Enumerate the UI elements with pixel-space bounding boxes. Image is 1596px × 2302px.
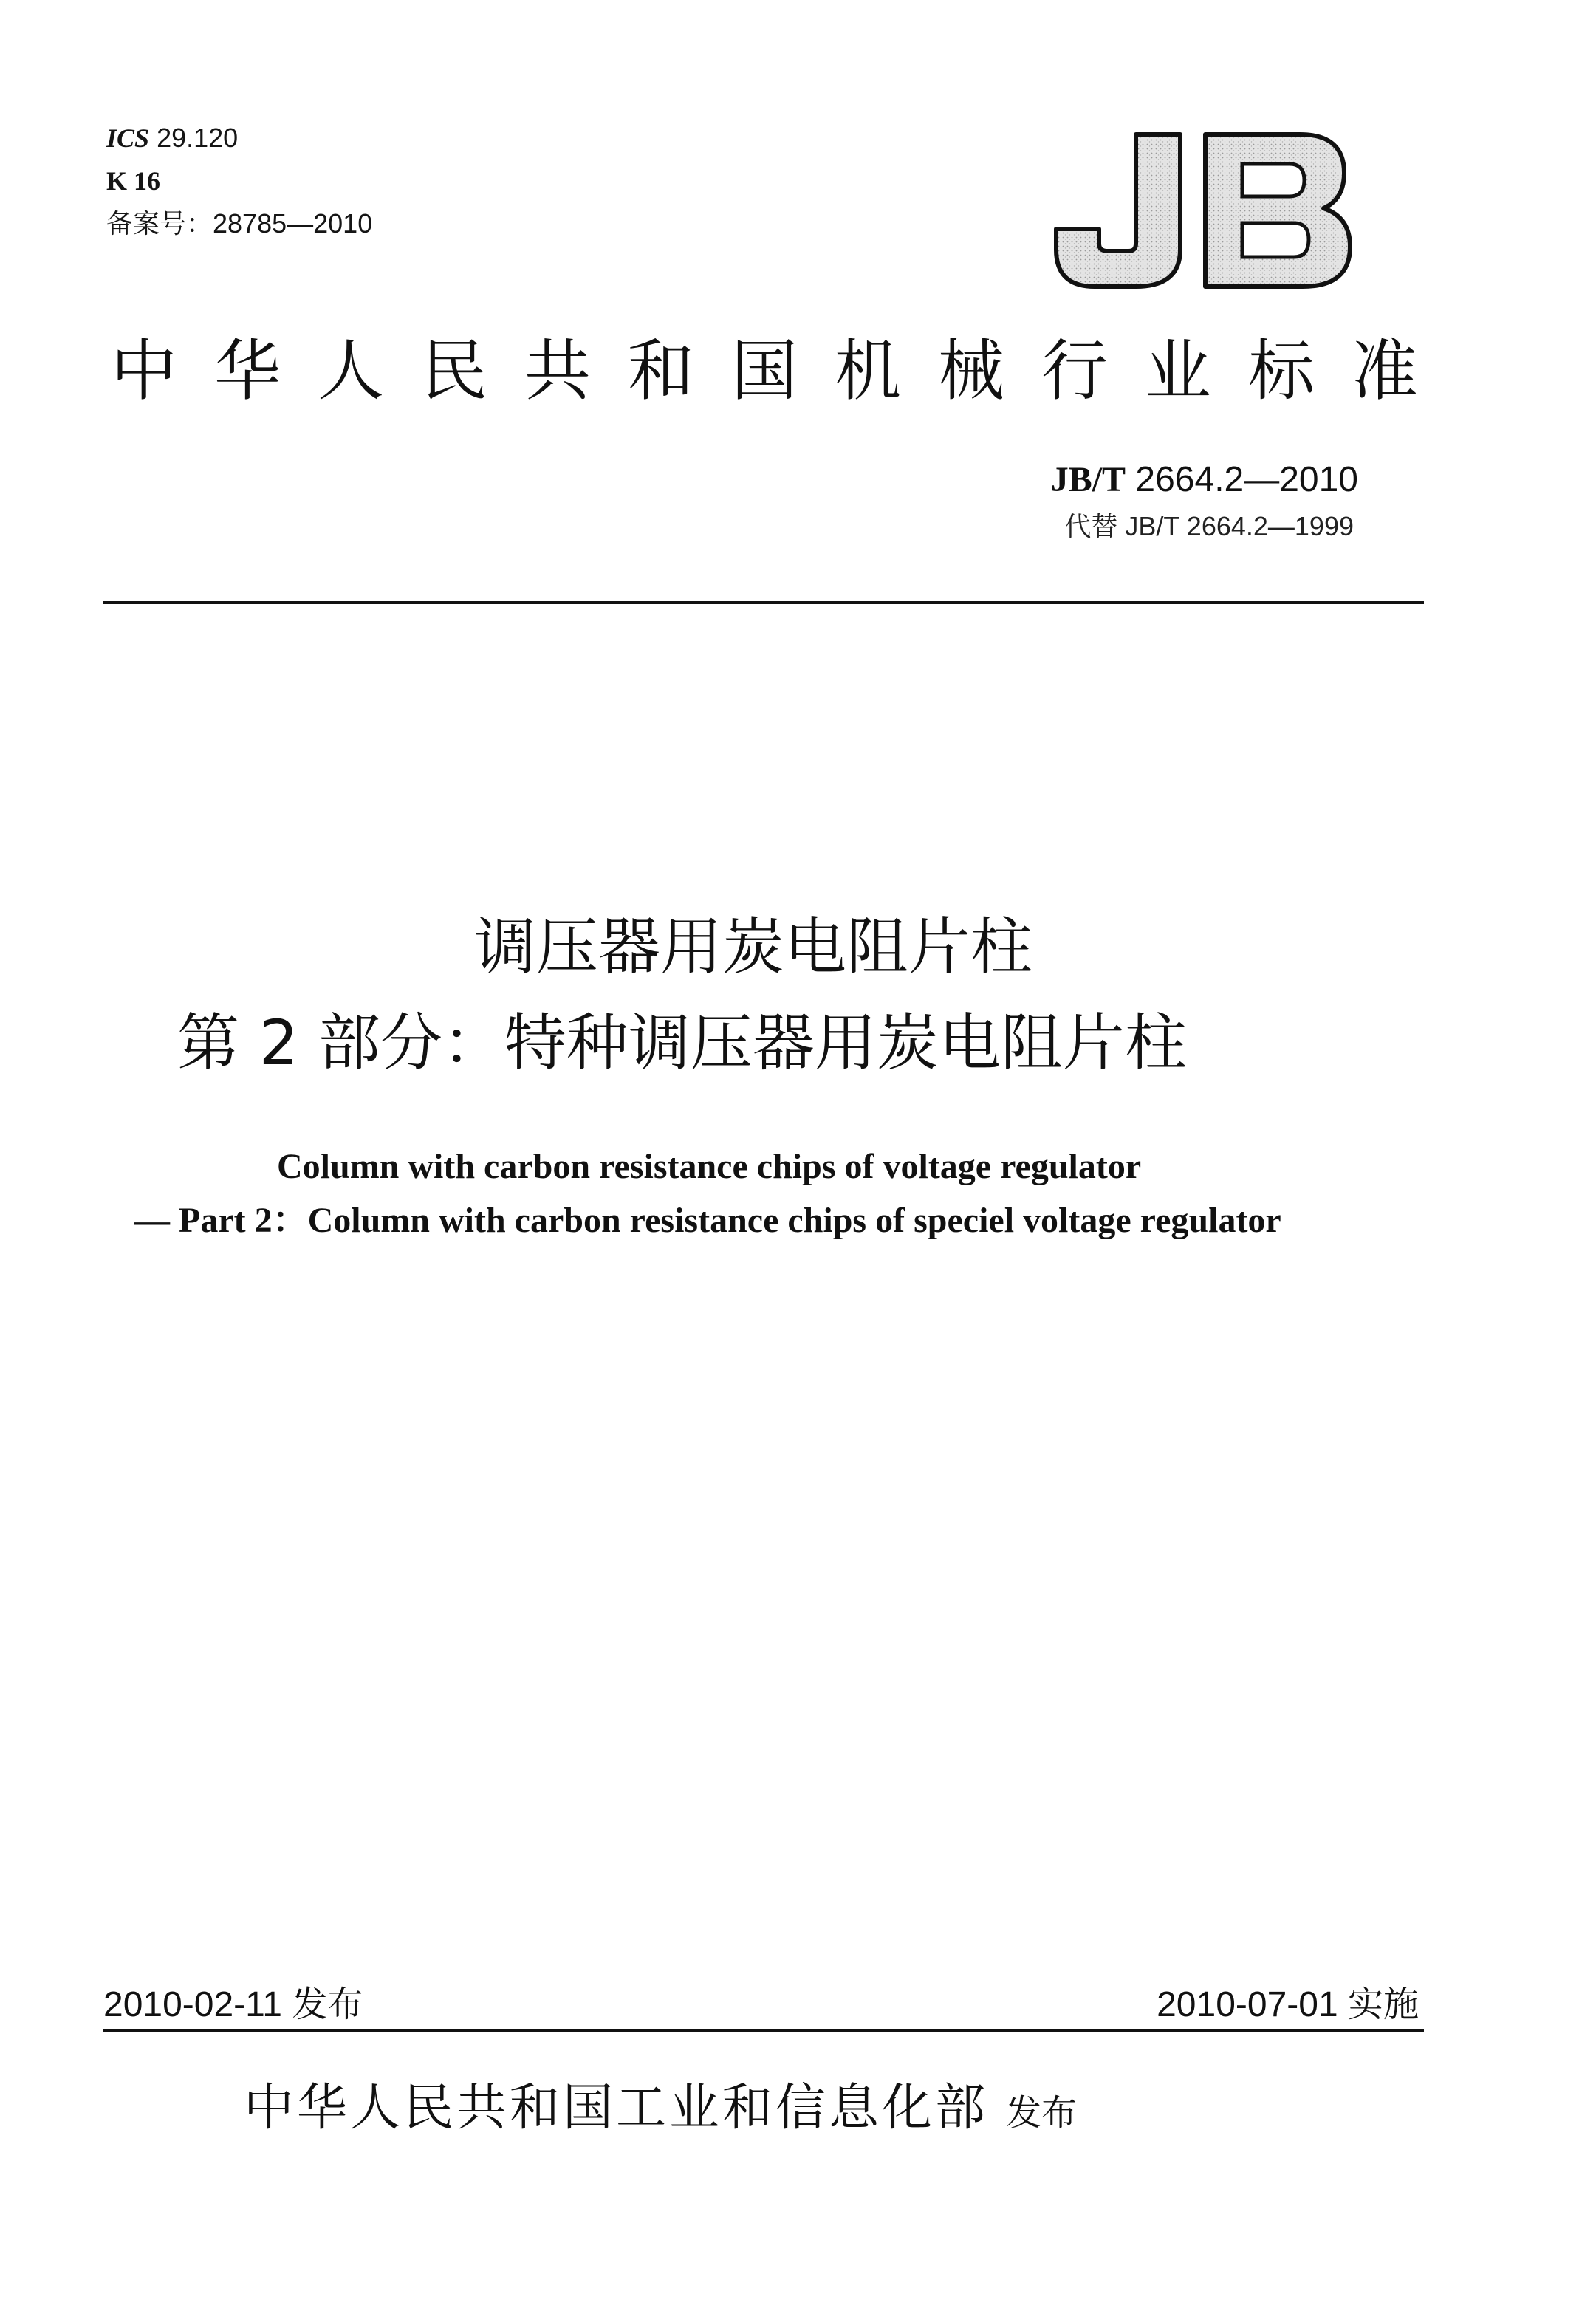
standard-category-title: 中华人民共和国机械行业标准 bbox=[111, 332, 1455, 410]
replaces-label: 代替 bbox=[1064, 511, 1118, 541]
ics-number: 29.120 bbox=[157, 123, 239, 153]
logo-text: JB bbox=[1204, 294, 1205, 295]
chinese-title-line-1: 调压器用炭电阻片柱 bbox=[473, 911, 1032, 983]
publisher-action: 发布 bbox=[1006, 2092, 1078, 2134]
publisher-organization: 中华人民共和国工业和信息化部 bbox=[244, 2079, 989, 2137]
filing-number bbox=[106, 202, 372, 245]
issue-date-label: 发布 bbox=[292, 1985, 363, 2024]
standard-number-prefix: JB/T bbox=[1050, 460, 1126, 499]
implementation-date-value: 2010-07-01 bbox=[1157, 1985, 1338, 2024]
publisher-line bbox=[244, 2075, 1077, 2146]
replaces-standard bbox=[1064, 508, 1354, 545]
footer-divider bbox=[103, 2029, 1424, 2032]
standard-number bbox=[1051, 458, 1358, 502]
chinese-title-line-2: 第 2 部分：特种调压器用炭电阻片柱 bbox=[177, 1007, 1187, 1079]
implementation-date-label: 实施 bbox=[1347, 1985, 1419, 2024]
filing-label: 备案号： bbox=[106, 208, 213, 239]
replaces-value: 2664.2—1999 bbox=[1186, 511, 1354, 541]
jb-logo bbox=[1049, 126, 1359, 295]
ics-prefix: ICS bbox=[106, 123, 150, 153]
issue-date-value: 2010-02-11 bbox=[103, 1985, 282, 2024]
issue-date bbox=[103, 1983, 363, 2027]
filing-value: 28785—2010 bbox=[213, 208, 373, 239]
ics-code bbox=[106, 117, 372, 160]
logo-letter-j bbox=[1056, 134, 1180, 287]
replaces-prefix: JB/T bbox=[1125, 511, 1179, 541]
ccs-code: K 16 bbox=[106, 166, 161, 196]
header-divider bbox=[103, 601, 1424, 604]
classification-codes bbox=[106, 117, 372, 245]
standard-number-value: 2664.2—2010 bbox=[1135, 460, 1358, 499]
implementation-date bbox=[1157, 1983, 1419, 2027]
logo-letter-b bbox=[1205, 134, 1350, 287]
english-title-line-1: Column with carbon resistance chips of voltage regulator bbox=[277, 1147, 1142, 1186]
english-title-line-2: — Part 2：Column with carbon resistance chips of speciel voltage regulator bbox=[134, 1201, 1281, 1240]
